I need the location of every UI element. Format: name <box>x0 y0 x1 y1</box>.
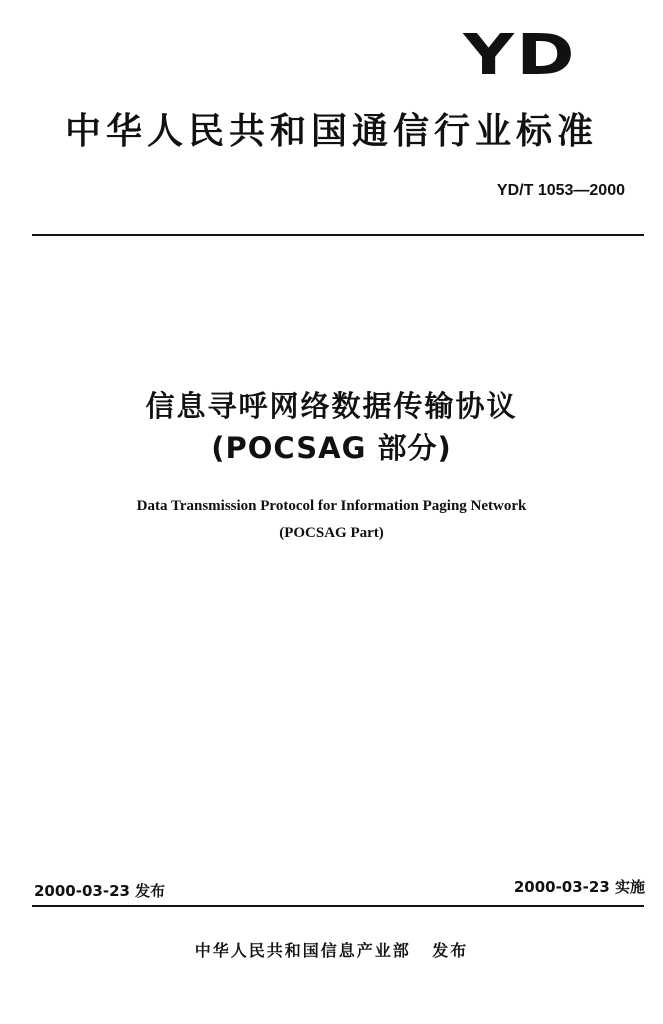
standard-code: YD/T 1053—2000 <box>496 182 625 199</box>
document-subtitle-chinese: (POCSAG 部分) <box>211 431 452 465</box>
document-subtitle-english: (POCSAG Part) <box>279 525 384 541</box>
document-title-chinese: 信息寻呼网络数据传输协议 <box>145 389 518 423</box>
publisher: 中华人民共和国信息产业部 发布 <box>194 941 469 960</box>
issue-date: 2000-03-23 发布 <box>34 882 166 900</box>
yd-logo: YD <box>463 23 577 88</box>
standard-category-title: 中华人民共和国通信行业标准 <box>64 111 598 152</box>
document-title-english: Data Transmission Protocol for Information Paging Network <box>136 498 527 514</box>
bottom-divider <box>32 905 644 907</box>
implementation-date: 2000-03-23 实施 <box>513 878 645 896</box>
top-divider <box>32 234 644 236</box>
